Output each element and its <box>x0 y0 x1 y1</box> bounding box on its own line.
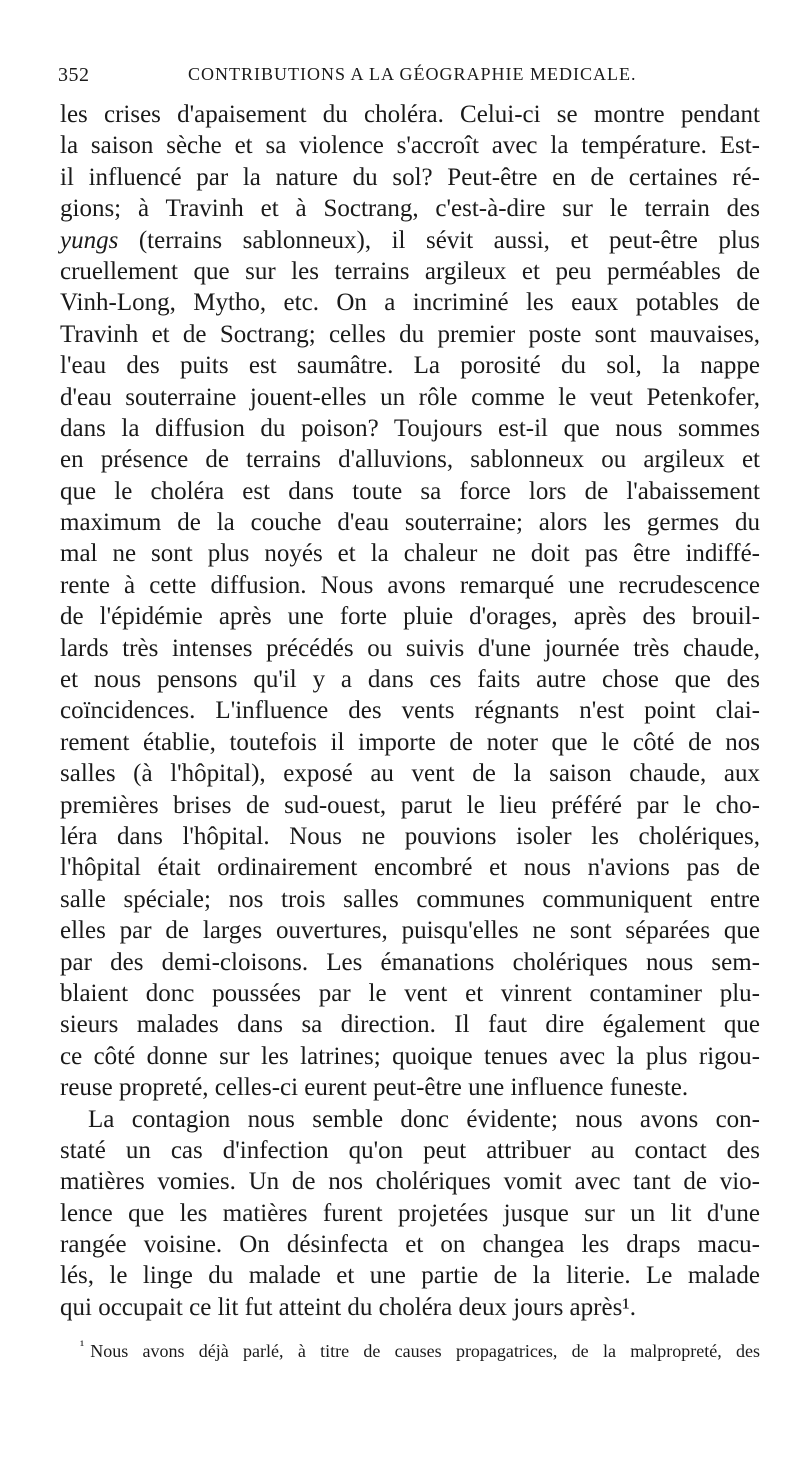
text-line: rente à cette diffusion. Nous avons remarqué une recrudescence <box>60 571 760 599</box>
text-line: lence que les matières furent projetées jusque sur un lit d'une <box>60 1199 760 1227</box>
text-line: matières vomies. Un de nos cholériques vomit avec tant de vio- <box>60 1168 760 1196</box>
text-line: gions; à Travinh et à Soctrang, c'est-à-dire sur le terrain des <box>60 195 760 223</box>
text-line: Travinh et de Soctrang; celles du premier poste sont mauvaises, <box>60 320 760 348</box>
text-line: en présence de terrains d'alluvions, sablonneux ou argileux et <box>60 446 760 474</box>
text-line: Vinh-Long, Mytho, etc. On a incriminé les eaux potables de <box>60 289 760 317</box>
text-line: et nous pensons qu'il y a dans ces faits autre chose que des <box>60 666 760 694</box>
text-line: sieurs malades dans sa direction. Il faut dire également que <box>60 1011 760 1039</box>
text-line: salles (à l'hôpital), exposé au vent de la saison chaude, aux <box>60 760 760 788</box>
text-line: yungs (terrains sablonneux), il sévit aussi, et peut-être plus <box>60 226 760 254</box>
text-line: reuse propreté, celles-ci eurent peut-être une influence funeste. <box>60 1074 689 1102</box>
text-line: mal ne sont plus noyés et la chaleur ne doit pas être indiffé- <box>60 540 760 568</box>
text-line: rangée voisine. On désinfecta et on changea les draps macu- <box>60 1231 760 1259</box>
text-line: coïncidences. L'influence des vents régnants n'est point clai- <box>60 697 760 725</box>
text-line: staté un cas d'infection qu'on peut attribuer au contact des <box>60 1136 760 1164</box>
running-title: CONTRIBUTIONS A LA GÉOGRAPHIE MEDICALE. <box>188 64 637 84</box>
text-line: qui occupait ce lit fut atteint du choléra deux jours après¹. <box>60 1293 637 1321</box>
text-line: d'eau souterraine jouent-elles un rôle comme le veut Petenkofer, <box>60 383 760 411</box>
text-line: la saison sèche et sa violence s'accroît avec la température. Est- <box>60 132 760 160</box>
text-line: que le choléra est dans toute sa force lors de l'abaissement <box>60 477 760 505</box>
text-line: de l'épidémie après une forte pluie d'orages, après des brouil- <box>60 603 760 631</box>
text-line: maximum de la couche d'eau souterraine; alors les germes du <box>60 509 760 537</box>
body-text <box>60 99 760 1323</box>
text-line: il influencé par la nature du sol? Peut-être en de certaines ré- <box>60 163 760 191</box>
footnote-mark: ¹ <box>80 1339 85 1354</box>
text-line: rement établie, toutefois il importe de noter que le côté de nos <box>60 728 760 756</box>
text-line: cruellement que sur les terrains argileux et peu perméables de <box>60 257 760 285</box>
text-line: lards très intenses précédés ou suivis d'une journée très chaude, <box>60 634 760 662</box>
text-line: ce côté donne sur les latrines; quoique tenues avec la plus rigou- <box>60 1042 760 1070</box>
text-line: lés, le linge du malade et une partie de la literie. Le malade <box>60 1262 760 1290</box>
text-line: l'hôpital était ordinairement encombré et nous n'avions pas de <box>60 854 760 882</box>
text-line: l'eau des puits est saumâtre. La porosité du sol, la nappe <box>60 352 760 380</box>
page-header <box>58 64 758 94</box>
text-line: La contagion nous semble donc évidente; nous avons con- <box>88 1105 760 1133</box>
text-line: blaient donc poussées par le vent et vinrent contaminer plu- <box>60 979 760 1007</box>
text-line: les crises d'apaisement du choléra. Celui-ci se montre pendant <box>60 101 760 128</box>
page-number: 352 <box>58 64 90 86</box>
text-line: léra dans l'hôpital. Nous ne pouvions isoler les cholériques, <box>60 822 760 850</box>
footnote-text: Nous avons déjà parlé, à titre de causes propagatrices, de la malpropreté, des <box>90 1341 760 1361</box>
text-line: elles par de larges ouvertures, puisqu'elles ne sont séparées que <box>60 917 760 945</box>
text-line: salle spéciale; nos trois salles communes communiquent entre <box>60 885 760 913</box>
paragraph <box>60 1104 760 1324</box>
footnote <box>80 1335 760 1363</box>
text-line: dans la diffusion du poison? Toujours est-il que nous sommes <box>60 414 760 442</box>
paragraph <box>60 99 760 1104</box>
text-line: par des demi-cloisons. Les émanations cholériques nous sem- <box>60 948 760 976</box>
text-line: premières brises de sud-ouest, parut le lieu préféré par le cho- <box>60 791 760 819</box>
